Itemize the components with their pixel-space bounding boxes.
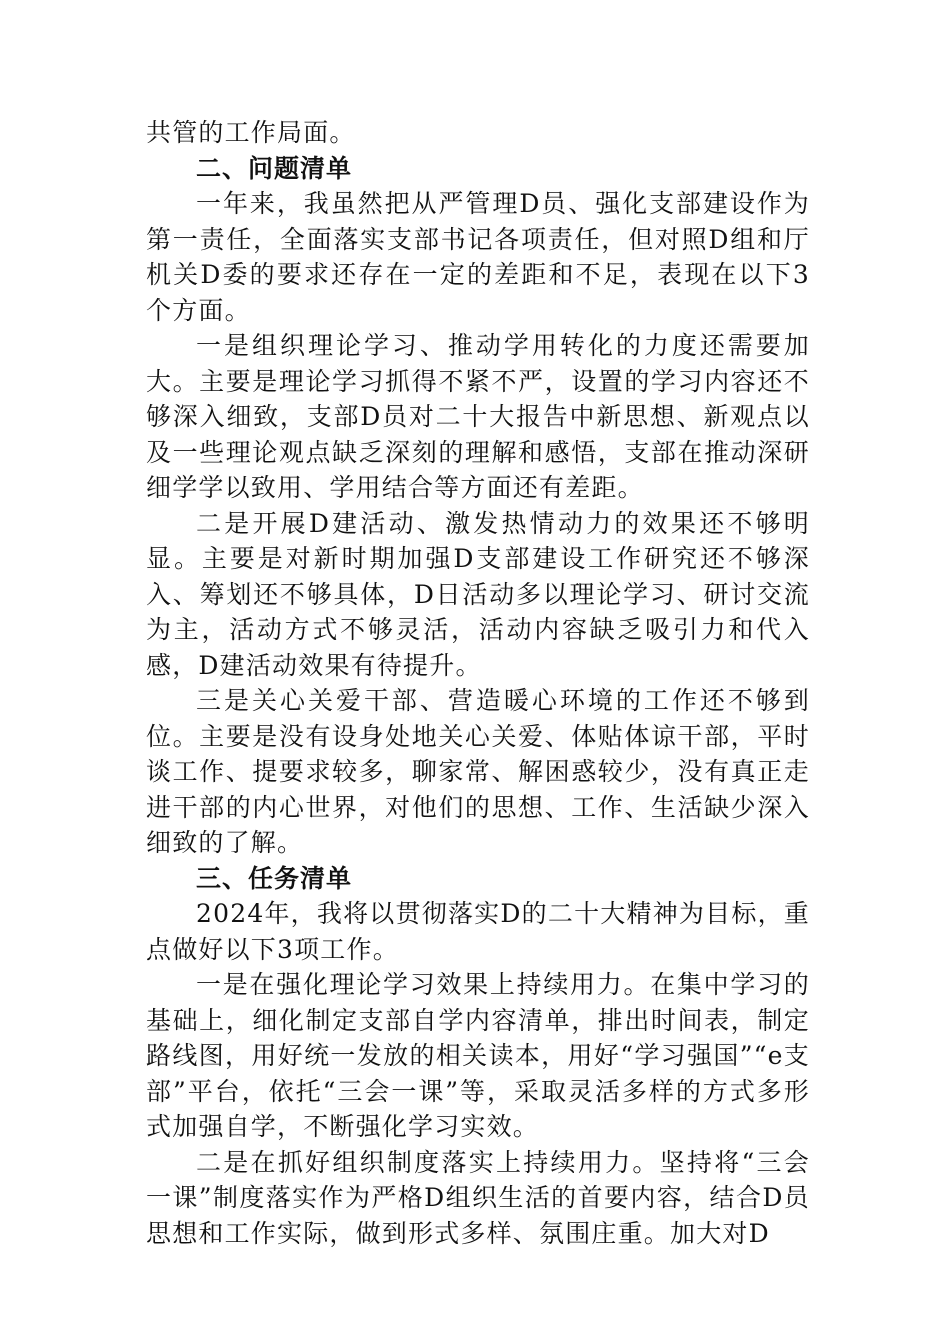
paragraph-intro-tail: 共管的工作局面。	[146, 118, 356, 147]
paragraph-task-1: 一是在强化理论学习效果上持续用力。在集中学习的基础上，细化制定支部自学内容清单，排出时间表，制定路线图，用好统一发放的相关读本，用好“学习强国”“e支部”平台，依托“三会一课”等，采取灵活多样的方式多形式加强自学，不断强化学习实效。	[146, 970, 810, 1141]
paragraph-problem-1: 一是组织理论学习、推动学用转化的力度还需要加大。主要是理论学习抓得不紧不严，设置的学习内容还不够深入细致，支部D员对二十大报告中新思想、新观点以及一些理论观点缺乏深刻的理解和感悟，支部在推动深研细学学以致用、学用结合等方面还有差距。	[146, 331, 810, 502]
section-heading-problems: 二、问题清单	[196, 153, 353, 183]
section-heading-tasks: 三、任务清单	[196, 863, 353, 893]
paragraph-tasks-summary: 2024年，我将以贯彻落实D的二十大精神为目标，重点做好以下3项工作。	[146, 899, 810, 964]
paragraph-problems-summary: 一年来，我虽然把从严管理D员、强化支部建设作为第一责任，全面落实支部书记各项责任，但对照D组和厅机关D委的要求还存在一定的差距和不足，表现在以下3个方面。	[146, 189, 810, 325]
paragraph-task-2: 二是在抓好组织制度落实上持续用力。坚持将“三会一课”制度落实作为严格D组织生活的首要内容，结合D员思想和工作实际，做到形式多样、氛围庄重。加大对D	[146, 1147, 810, 1248]
paragraph-problem-3: 三是关心关爱干部、营造暖心环境的工作还不够到位。主要是没有设身处地关心关爱、体贴体谅干部，平时谈工作、提要求较多，聊家常、解困惑较少，没有真正走进干部的内心世界，对他们的思想、工作、生活缺少深入细致的了解。	[146, 686, 810, 857]
document-body	[146, 115, 810, 1251]
paragraph-problem-2: 二是开展D建活动、激发热情动力的效果还不够明显。主要是对新时期加强D支部建设工作研究还不够深入、筹划还不够具体，D日活动多以理论学习、研讨交流为主，活动方式不够灵活，活动内容缺乏吸引力和代入感，D建活动效果有待提升。	[146, 508, 810, 680]
